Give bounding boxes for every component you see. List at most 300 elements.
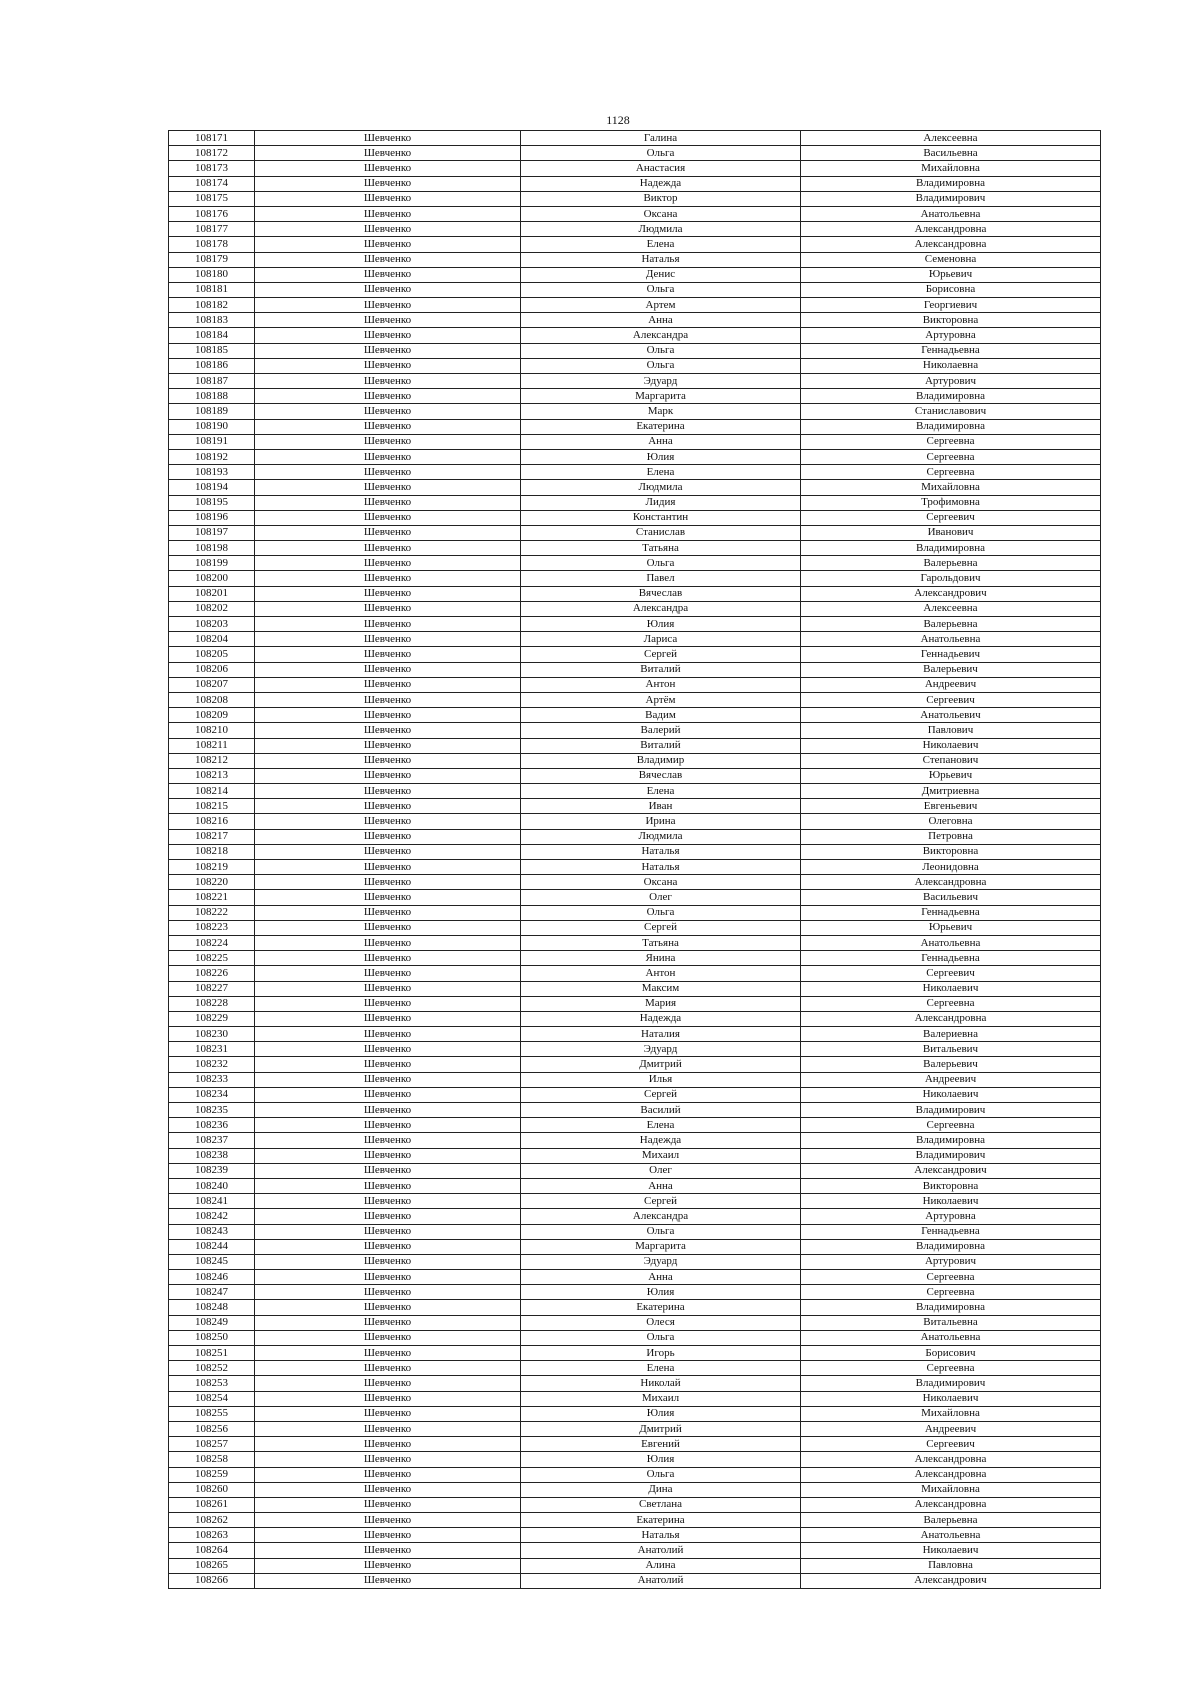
table-row	[169, 1558, 1101, 1573]
last-name-cell: Шевченко	[255, 601, 521, 616]
record-id-cell: 108251	[169, 1346, 255, 1361]
first-name-cell: Эдуард	[521, 1254, 801, 1269]
last-name-cell: Шевченко	[255, 1330, 521, 1345]
record-id-cell: 108185	[169, 343, 255, 358]
record-id-cell: 108240	[169, 1178, 255, 1193]
table-row	[169, 343, 1101, 358]
patronymic-cell: Витальевич	[801, 1042, 1101, 1057]
last-name-cell: Шевченко	[255, 753, 521, 768]
record-id-cell: 108206	[169, 662, 255, 677]
first-name-cell: Наталья	[521, 860, 801, 875]
last-name-cell: Шевченко	[255, 465, 521, 480]
first-name-cell: Юлия	[521, 1452, 801, 1467]
record-id-cell: 108229	[169, 1011, 255, 1026]
first-name-cell: Константин	[521, 510, 801, 525]
record-id-cell: 108195	[169, 495, 255, 510]
record-id-cell: 108241	[169, 1194, 255, 1209]
last-name-cell: Шевченко	[255, 1209, 521, 1224]
patronymic-cell: Михайловна	[801, 161, 1101, 176]
first-name-cell: Дмитрий	[521, 1421, 801, 1436]
table-row	[169, 692, 1101, 707]
table-row	[169, 313, 1101, 328]
patronymic-cell: Андреевич	[801, 677, 1101, 692]
patronymic-cell: Викторовна	[801, 844, 1101, 859]
record-id-cell: 108222	[169, 905, 255, 920]
registry-body	[169, 131, 1101, 1589]
table-row	[169, 1011, 1101, 1026]
first-name-cell: Михаил	[521, 1148, 801, 1163]
patronymic-cell: Сергеевна	[801, 1361, 1101, 1376]
record-id-cell: 108190	[169, 419, 255, 434]
first-name-cell: Вячеслав	[521, 768, 801, 783]
record-id-cell: 108207	[169, 677, 255, 692]
record-id-cell: 108232	[169, 1057, 255, 1072]
record-id-cell: 108265	[169, 1558, 255, 1573]
last-name-cell: Шевченко	[255, 298, 521, 313]
last-name-cell: Шевченко	[255, 1239, 521, 1254]
table-row	[169, 753, 1101, 768]
last-name-cell: Шевченко	[255, 252, 521, 267]
record-id-cell: 108180	[169, 267, 255, 282]
patronymic-cell: Павловна	[801, 1558, 1101, 1573]
table-row	[169, 632, 1101, 647]
table-row	[169, 571, 1101, 586]
record-id-cell: 108264	[169, 1543, 255, 1558]
patronymic-cell: Александрович	[801, 1163, 1101, 1178]
last-name-cell: Шевченко	[255, 1573, 521, 1588]
patronymic-cell: Владимирович	[801, 1148, 1101, 1163]
patronymic-cell: Васильевич	[801, 890, 1101, 905]
patronymic-cell: Юрьевич	[801, 920, 1101, 935]
last-name-cell: Шевченко	[255, 1118, 521, 1133]
record-id-cell: 108260	[169, 1482, 255, 1497]
first-name-cell: Лидия	[521, 495, 801, 510]
table-row	[169, 1087, 1101, 1102]
last-name-cell: Шевченко	[255, 1011, 521, 1026]
table-row	[169, 1406, 1101, 1421]
record-id-cell: 108258	[169, 1452, 255, 1467]
record-id-cell: 108182	[169, 298, 255, 313]
first-name-cell: Дина	[521, 1482, 801, 1497]
first-name-cell: Ольга	[521, 556, 801, 571]
patronymic-cell: Николаевич	[801, 738, 1101, 753]
patronymic-cell: Сергеевич	[801, 692, 1101, 707]
table-row	[169, 282, 1101, 297]
first-name-cell: Ольга	[521, 343, 801, 358]
patronymic-cell: Владимирович	[801, 1103, 1101, 1118]
record-id-cell: 108226	[169, 966, 255, 981]
last-name-cell: Шевченко	[255, 1467, 521, 1482]
record-id-cell: 108236	[169, 1118, 255, 1133]
first-name-cell: Ольга	[521, 146, 801, 161]
table-row	[169, 829, 1101, 844]
table-row	[169, 1285, 1101, 1300]
patronymic-cell: Алексеевна	[801, 601, 1101, 616]
record-id-cell: 108173	[169, 161, 255, 176]
first-name-cell: Надежда	[521, 1133, 801, 1148]
record-id-cell: 108224	[169, 935, 255, 950]
first-name-cell: Сергей	[521, 1194, 801, 1209]
table-row	[169, 222, 1101, 237]
record-id-cell: 108178	[169, 237, 255, 252]
table-row	[169, 1513, 1101, 1528]
record-id-cell: 108197	[169, 525, 255, 540]
table-row	[169, 298, 1101, 313]
first-name-cell: Елена	[521, 784, 801, 799]
first-name-cell: Юлия	[521, 1285, 801, 1300]
table-row	[169, 1027, 1101, 1042]
first-name-cell: Эдуард	[521, 374, 801, 389]
table-row	[169, 495, 1101, 510]
first-name-cell: Наталья	[521, 252, 801, 267]
first-name-cell: Виктор	[521, 191, 801, 206]
table-row	[169, 647, 1101, 662]
record-id-cell: 108191	[169, 434, 255, 449]
record-id-cell: 108201	[169, 586, 255, 601]
record-id-cell: 108211	[169, 738, 255, 753]
last-name-cell: Шевченко	[255, 1057, 521, 1072]
patronymic-cell: Сергеевич	[801, 1437, 1101, 1452]
table-row	[169, 601, 1101, 616]
last-name-cell: Шевченко	[255, 1163, 521, 1178]
first-name-cell: Антон	[521, 677, 801, 692]
patronymic-cell: Иванович	[801, 525, 1101, 540]
last-name-cell: Шевченко	[255, 1285, 521, 1300]
table-row	[169, 1300, 1101, 1315]
last-name-cell: Шевченко	[255, 480, 521, 495]
record-id-cell: 108263	[169, 1528, 255, 1543]
record-id-cell: 108246	[169, 1270, 255, 1285]
patronymic-cell: Анатольевна	[801, 1330, 1101, 1345]
table-row	[169, 1042, 1101, 1057]
record-id-cell: 108242	[169, 1209, 255, 1224]
record-id-cell: 108210	[169, 723, 255, 738]
table-row	[169, 541, 1101, 556]
patronymic-cell: Николаевич	[801, 981, 1101, 996]
first-name-cell: Александра	[521, 328, 801, 343]
first-name-cell: Максим	[521, 981, 801, 996]
last-name-cell: Шевченко	[255, 1148, 521, 1163]
first-name-cell: Татьяна	[521, 935, 801, 950]
table-row	[169, 176, 1101, 191]
last-name-cell: Шевченко	[255, 1497, 521, 1512]
table-row	[169, 1391, 1101, 1406]
first-name-cell: Анна	[521, 434, 801, 449]
table-row	[169, 996, 1101, 1011]
patronymic-cell: Александровна	[801, 1452, 1101, 1467]
patronymic-cell: Александровна	[801, 222, 1101, 237]
last-name-cell: Шевченко	[255, 1361, 521, 1376]
first-name-cell: Михаил	[521, 1391, 801, 1406]
first-name-cell: Павел	[521, 571, 801, 586]
first-name-cell: Анна	[521, 1178, 801, 1193]
table-row	[169, 1497, 1101, 1512]
record-id-cell: 108171	[169, 131, 255, 146]
table-row	[169, 1452, 1101, 1467]
patronymic-cell: Станиславович	[801, 404, 1101, 419]
table-row	[169, 404, 1101, 419]
last-name-cell: Шевченко	[255, 1254, 521, 1269]
last-name-cell: Шевченко	[255, 358, 521, 373]
patronymic-cell: Владимировна	[801, 176, 1101, 191]
first-name-cell: Елена	[521, 1118, 801, 1133]
first-name-cell: Евгений	[521, 1437, 801, 1452]
table-row	[169, 860, 1101, 875]
first-name-cell: Владимир	[521, 753, 801, 768]
patronymic-cell: Валерьевна	[801, 556, 1101, 571]
record-id-cell: 108203	[169, 617, 255, 632]
last-name-cell: Шевченко	[255, 328, 521, 343]
last-name-cell: Шевченко	[255, 1421, 521, 1436]
record-id-cell: 108257	[169, 1437, 255, 1452]
last-name-cell: Шевченко	[255, 981, 521, 996]
patronymic-cell: Борисовна	[801, 282, 1101, 297]
last-name-cell: Шевченко	[255, 404, 521, 419]
last-name-cell: Шевченко	[255, 738, 521, 753]
last-name-cell: Шевченко	[255, 617, 521, 632]
first-name-cell: Вячеслав	[521, 586, 801, 601]
record-id-cell: 108261	[169, 1497, 255, 1512]
patronymic-cell: Сергеевич	[801, 510, 1101, 525]
patronymic-cell: Артуровна	[801, 1209, 1101, 1224]
table-row	[169, 267, 1101, 282]
record-id-cell: 108252	[169, 1361, 255, 1376]
last-name-cell: Шевченко	[255, 1346, 521, 1361]
last-name-cell: Шевченко	[255, 966, 521, 981]
last-name-cell: Шевченко	[255, 1087, 521, 1102]
first-name-cell: Илья	[521, 1072, 801, 1087]
first-name-cell: Наталья	[521, 1528, 801, 1543]
first-name-cell: Олег	[521, 890, 801, 905]
record-id-cell: 108259	[169, 1467, 255, 1482]
patronymic-cell: Михайловна	[801, 1406, 1101, 1421]
patronymic-cell: Геннадьевна	[801, 951, 1101, 966]
patronymic-cell: Александровна	[801, 875, 1101, 890]
record-id-cell: 108183	[169, 313, 255, 328]
first-name-cell: Елена	[521, 465, 801, 480]
record-id-cell: 108214	[169, 784, 255, 799]
last-name-cell: Шевченко	[255, 647, 521, 662]
patronymic-cell: Михайловна	[801, 1482, 1101, 1497]
first-name-cell: Екатерина	[521, 419, 801, 434]
patronymic-cell: Владимировна	[801, 541, 1101, 556]
record-id-cell: 108238	[169, 1148, 255, 1163]
first-name-cell: Василий	[521, 1103, 801, 1118]
last-name-cell: Шевченко	[255, 374, 521, 389]
first-name-cell: Сергей	[521, 1087, 801, 1102]
record-id-cell: 108200	[169, 571, 255, 586]
record-id-cell: 108215	[169, 799, 255, 814]
patronymic-cell: Анатольевич	[801, 708, 1101, 723]
first-name-cell: Денис	[521, 267, 801, 282]
last-name-cell: Шевченко	[255, 237, 521, 252]
table-row	[169, 875, 1101, 890]
last-name-cell: Шевченко	[255, 449, 521, 464]
table-row	[169, 252, 1101, 267]
last-name-cell: Шевченко	[255, 1558, 521, 1573]
first-name-cell: Станислав	[521, 525, 801, 540]
patronymic-cell: Геннадьевна	[801, 1224, 1101, 1239]
first-name-cell: Мария	[521, 996, 801, 1011]
record-id-cell: 108266	[169, 1573, 255, 1588]
record-id-cell: 108223	[169, 920, 255, 935]
first-name-cell: Юлия	[521, 1406, 801, 1421]
first-name-cell: Валерий	[521, 723, 801, 738]
first-name-cell: Екатерина	[521, 1300, 801, 1315]
first-name-cell: Игорь	[521, 1346, 801, 1361]
first-name-cell: Сергей	[521, 647, 801, 662]
patronymic-cell: Анатольевна	[801, 935, 1101, 950]
record-id-cell: 108196	[169, 510, 255, 525]
patronymic-cell: Александрович	[801, 586, 1101, 601]
last-name-cell: Шевченко	[255, 829, 521, 844]
last-name-cell: Шевченко	[255, 1103, 521, 1118]
record-id-cell: 108225	[169, 951, 255, 966]
patronymic-cell: Олеговна	[801, 814, 1101, 829]
last-name-cell: Шевченко	[255, 1315, 521, 1330]
first-name-cell: Марк	[521, 404, 801, 419]
patronymic-cell: Семеновна	[801, 252, 1101, 267]
table-row	[169, 1209, 1101, 1224]
first-name-cell: Вадим	[521, 708, 801, 723]
last-name-cell: Шевченко	[255, 890, 521, 905]
patronymic-cell: Геннадьевна	[801, 905, 1101, 920]
table-row	[169, 708, 1101, 723]
table-row	[169, 1239, 1101, 1254]
last-name-cell: Шевченко	[255, 1178, 521, 1193]
first-name-cell: Елена	[521, 237, 801, 252]
last-name-cell: Шевченко	[255, 586, 521, 601]
table-row	[169, 920, 1101, 935]
patronymic-cell: Анатольевна	[801, 1528, 1101, 1543]
last-name-cell: Шевченко	[255, 1194, 521, 1209]
table-row	[169, 161, 1101, 176]
last-name-cell: Шевченко	[255, 222, 521, 237]
record-id-cell: 108186	[169, 358, 255, 373]
patronymic-cell: Трофимовна	[801, 495, 1101, 510]
first-name-cell: Ольга	[521, 358, 801, 373]
record-id-cell: 108227	[169, 981, 255, 996]
record-id-cell: 108256	[169, 1421, 255, 1436]
record-id-cell: 108172	[169, 146, 255, 161]
table-row	[169, 617, 1101, 632]
table-row	[169, 1270, 1101, 1285]
patronymic-cell: Николаевич	[801, 1194, 1101, 1209]
patronymic-cell: Сергеевна	[801, 996, 1101, 1011]
first-name-cell: Ольга	[521, 282, 801, 297]
record-id-cell: 108247	[169, 1285, 255, 1300]
last-name-cell: Шевченко	[255, 495, 521, 510]
record-id-cell: 108189	[169, 404, 255, 419]
table-row	[169, 237, 1101, 252]
first-name-cell: Ирина	[521, 814, 801, 829]
last-name-cell: Шевченко	[255, 905, 521, 920]
last-name-cell: Шевченко	[255, 191, 521, 206]
record-id-cell: 108174	[169, 176, 255, 191]
table-row	[169, 1573, 1101, 1588]
last-name-cell: Шевченко	[255, 176, 521, 191]
record-id-cell: 108205	[169, 647, 255, 662]
record-id-cell: 108199	[169, 556, 255, 571]
last-name-cell: Шевченко	[255, 282, 521, 297]
record-id-cell: 108213	[169, 768, 255, 783]
patronymic-cell: Александровна	[801, 1467, 1101, 1482]
record-id-cell: 108250	[169, 1330, 255, 1345]
first-name-cell: Виталий	[521, 662, 801, 677]
record-id-cell: 108181	[169, 282, 255, 297]
first-name-cell: Виталий	[521, 738, 801, 753]
first-name-cell: Сергей	[521, 920, 801, 935]
record-id-cell: 108235	[169, 1103, 255, 1118]
last-name-cell: Шевченко	[255, 1270, 521, 1285]
patronymic-cell: Владимировна	[801, 419, 1101, 434]
last-name-cell: Шевченко	[255, 131, 521, 146]
record-id-cell: 108244	[169, 1239, 255, 1254]
record-id-cell: 108243	[169, 1224, 255, 1239]
record-id-cell: 108184	[169, 328, 255, 343]
last-name-cell: Шевченко	[255, 799, 521, 814]
first-name-cell: Эдуард	[521, 1042, 801, 1057]
patronymic-cell: Петровна	[801, 829, 1101, 844]
last-name-cell: Шевченко	[255, 768, 521, 783]
last-name-cell: Шевченко	[255, 161, 521, 176]
record-id-cell: 108209	[169, 708, 255, 723]
patronymic-cell: Артурович	[801, 374, 1101, 389]
table-row	[169, 146, 1101, 161]
first-name-cell: Олеся	[521, 1315, 801, 1330]
patronymic-cell: Владимировна	[801, 1239, 1101, 1254]
last-name-cell: Шевченко	[255, 1224, 521, 1239]
patronymic-cell: Сергеевна	[801, 1118, 1101, 1133]
last-name-cell: Шевченко	[255, 1027, 521, 1042]
patronymic-cell: Дмитриевна	[801, 784, 1101, 799]
patronymic-cell: Владимирович	[801, 191, 1101, 206]
record-id-cell: 108176	[169, 206, 255, 221]
table-row	[169, 905, 1101, 920]
patronymic-cell: Михайловна	[801, 480, 1101, 495]
last-name-cell: Шевченко	[255, 920, 521, 935]
patronymic-cell: Александровна	[801, 1497, 1101, 1512]
first-name-cell: Елена	[521, 1361, 801, 1376]
first-name-cell: Татьяна	[521, 541, 801, 556]
first-name-cell: Надежда	[521, 176, 801, 191]
patronymic-cell: Юрьевич	[801, 768, 1101, 783]
first-name-cell: Олег	[521, 1163, 801, 1178]
last-name-cell: Шевченко	[255, 814, 521, 829]
table-row	[169, 844, 1101, 859]
first-name-cell: Анатолий	[521, 1543, 801, 1558]
page-number: 1128	[606, 113, 630, 127]
table-row	[169, 1133, 1101, 1148]
table-row	[169, 1118, 1101, 1133]
table-row	[169, 1346, 1101, 1361]
last-name-cell: Шевченко	[255, 525, 521, 540]
table-row	[169, 951, 1101, 966]
table-row	[169, 1437, 1101, 1452]
patronymic-cell: Владимировна	[801, 1300, 1101, 1315]
last-name-cell: Шевченко	[255, 1482, 521, 1497]
first-name-cell: Людмила	[521, 222, 801, 237]
last-name-cell: Шевченко	[255, 662, 521, 677]
first-name-cell: Галина	[521, 131, 801, 146]
table-row	[169, 1163, 1101, 1178]
last-name-cell: Шевченко	[255, 1376, 521, 1391]
table-row	[169, 966, 1101, 981]
patronymic-cell: Алексеевна	[801, 131, 1101, 146]
record-id-cell: 108192	[169, 449, 255, 464]
last-name-cell: Шевченко	[255, 1406, 521, 1421]
patronymic-cell: Валерьевич	[801, 1057, 1101, 1072]
